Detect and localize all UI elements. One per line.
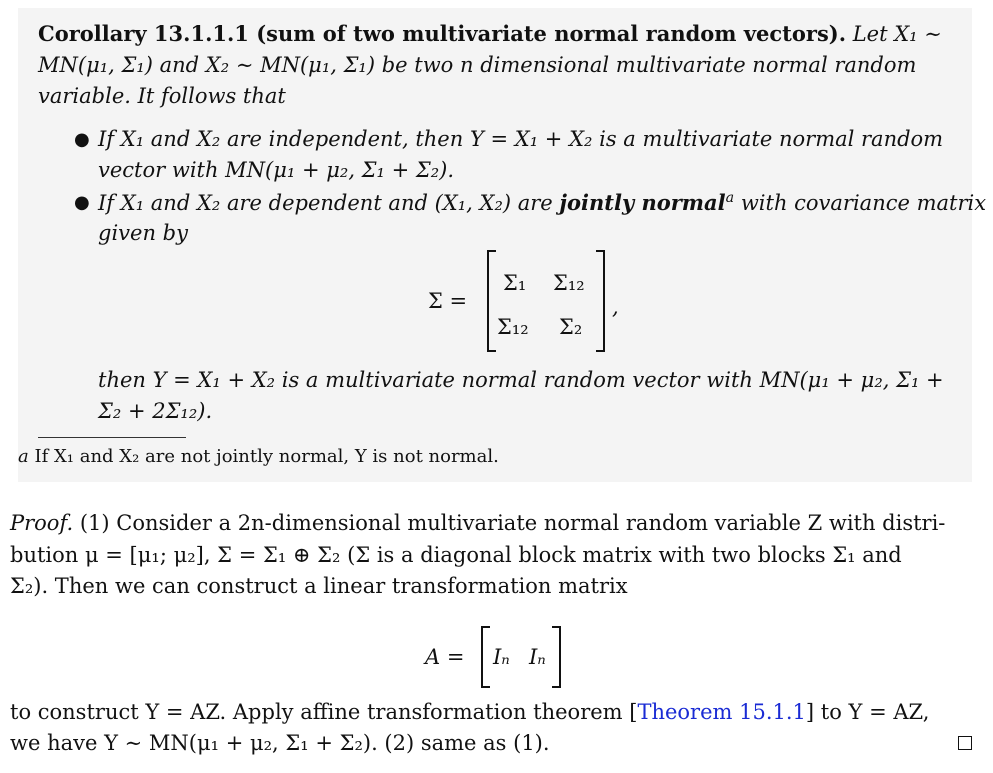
qed-box-icon (958, 736, 972, 750)
footnote (18, 441, 499, 472)
proof-line-1 (10, 508, 945, 539)
theorem-link[interactable]: Theorem 15.1.1 (637, 700, 806, 724)
bullet-marker-2: ● (74, 192, 90, 213)
then-line-2: Σ₂ + 2Σ₁₂). (98, 399, 213, 423)
proof-line-3: Σ₂). Then we can construct a linear transformation matrix (10, 574, 628, 598)
bullet-1-line-1: If X₁ and X₂ are independent, then Y = X₁ + X₂ is a multivariate normal random (98, 127, 944, 151)
bullet-2-line-1 (98, 187, 986, 219)
matrix-cell-12: Σ₁₂ (553, 271, 585, 295)
matrix-cell-11: Σ₁ (503, 271, 527, 295)
footnote-text: If X₁ and X₂ are not jointly normal, Y is not normal. (34, 446, 499, 467)
proof-line-4-post: ] to Y = AZ, (805, 700, 930, 724)
transform-matrix-lhs: A = (425, 645, 465, 669)
transform-matrix (481, 626, 561, 688)
corollary-intro-line-3: variable. It follows that (38, 84, 286, 108)
right-bracket (552, 626, 561, 688)
bullet-2-line-2: given by (98, 221, 188, 245)
proof-line-1-text: (1) Consider a 2n-dimensional multivariate normal random variable Z with distri- (79, 511, 946, 535)
bullet-1-line-2: vector with MN(μ₁ + μ₂, Σ₁ + Σ₂). (98, 158, 455, 182)
corollary-intro-line-2: MN(μ₁, Σ₁) and X₂ ∼ MN(μ₁, Σ₁) be two n dimensional multivariate normal random (38, 53, 917, 77)
corollary-heading: Corollary 13.1.1.1 (sum of two multivariate normal random vectors). (38, 21, 847, 46)
transform-cell-2: Iₙ (529, 645, 546, 669)
corollary-intro-start: Let X₁ ∼ (852, 22, 942, 46)
covariance-matrix (487, 250, 605, 352)
matrix-cell-21: Σ₁₂ (497, 315, 529, 339)
right-bracket (596, 250, 605, 352)
bullet-2-post: with covariance matrix (740, 191, 987, 215)
bullet-marker-1: ● (74, 129, 90, 150)
matrix-comma: , (612, 295, 619, 319)
transform-cell-1: Iₙ (493, 645, 510, 669)
then-line-1: then Y = X₁ + X₂ is a multivariate normal random vector with MN(μ₁ + μ₂, Σ₁ + (98, 368, 944, 392)
left-bracket (481, 626, 490, 688)
matrix-cell-22: Σ₂ (559, 315, 583, 339)
bullet-2-pre: If X₁ and X₂ are dependent and (X₁, X₂) are (98, 191, 553, 215)
proof-line-4 (10, 697, 929, 728)
proof-line-5: we have Y ∼ MN(μ₁ + μ₂, Σ₁ + Σ₂). (2) same as (1). (10, 731, 550, 755)
jointly-normal-term: jointly normal (559, 190, 726, 215)
footnote-ref: a (725, 190, 735, 207)
footnote-mark: a (18, 446, 29, 467)
covariance-matrix-lhs: Σ = (428, 289, 468, 313)
proof-label: Proof. (10, 511, 74, 535)
corollary-line-1 (38, 18, 942, 50)
footnote-rule (38, 437, 186, 438)
proof-line-4-pre: to construct Y = AZ. Apply affine transformation theorem [ (10, 700, 638, 724)
proof-line-2: bution μ = [μ₁; μ₂], Σ = Σ₁ ⊕ Σ₂ (Σ is a diagonal block matrix with two blocks Σ₁ and (10, 543, 902, 567)
left-bracket (487, 250, 496, 352)
